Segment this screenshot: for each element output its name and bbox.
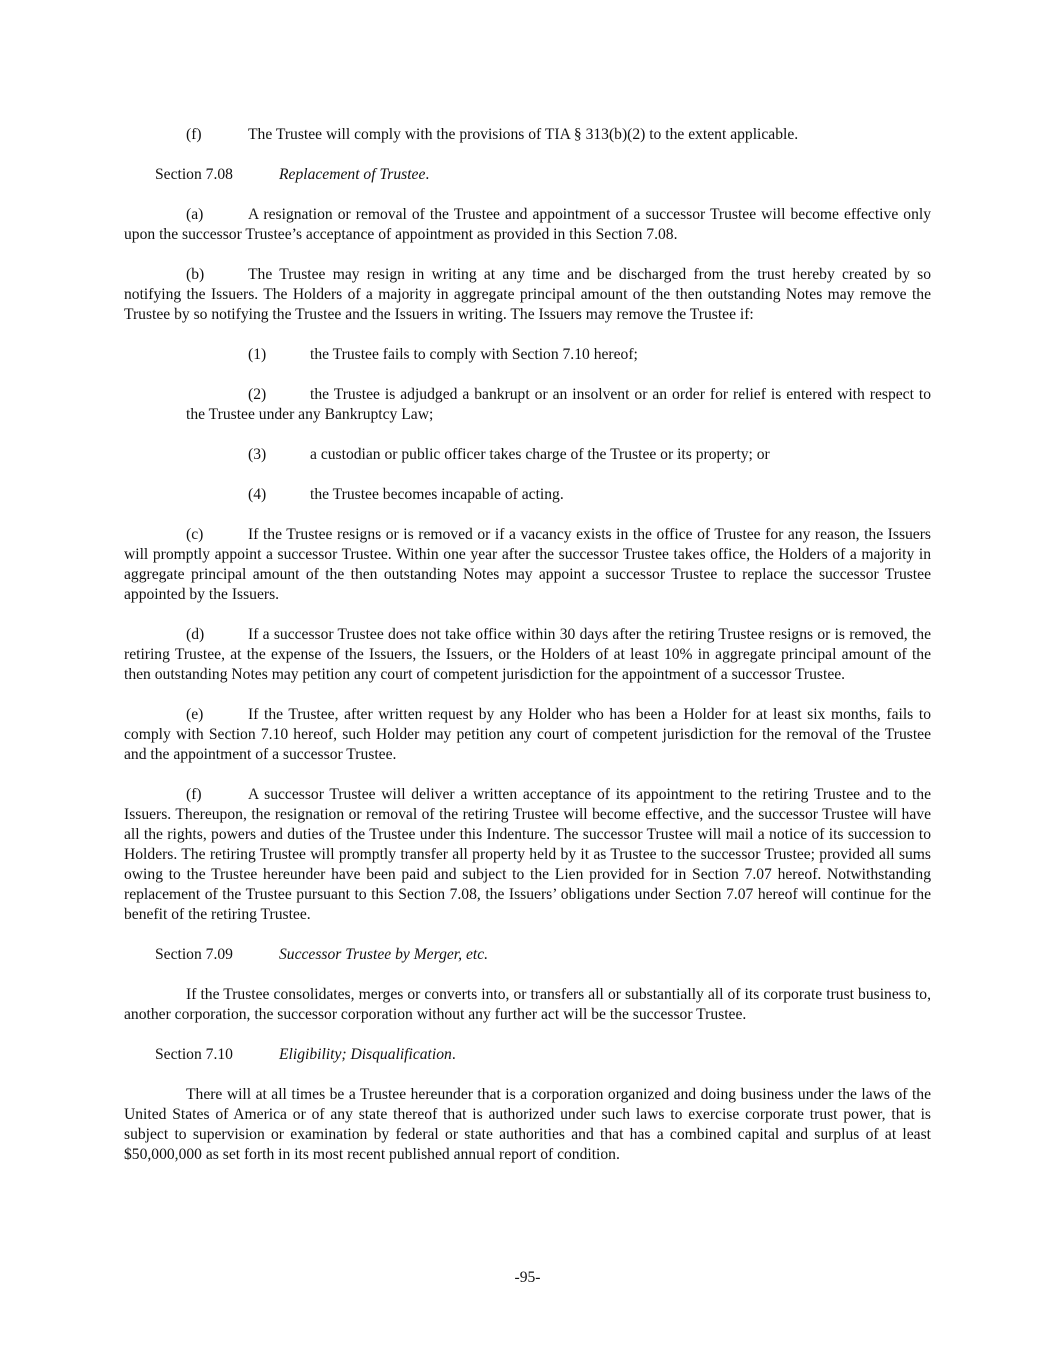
clause-text: the Trustee is adjudged a bankrupt or an insolvent or an order for relief is entered with respect to the Trustee under any Bankruptcy Law; — [186, 386, 931, 423]
clause-label: (f) — [186, 786, 202, 803]
clause-text: If the Trustee resigns or is removed or if a vacancy exists in the office of Trustee for any reason, the Issuers will promptly appoint a successor Trustee. Within one year after the successor Trustee takes office, the Holders of a majority in aggregate principal amount of the then outstanding Notes may appoint a successor Trustee to replace the successor Trustee appointed by the Issuers. — [124, 526, 931, 603]
section-heading — [124, 1045, 931, 1065]
body-paragraph — [124, 1085, 931, 1165]
clause-text: a custodian or public officer takes charge of the Trustee or its property; or — [310, 446, 770, 463]
section-number: Section 7.10 — [155, 1046, 233, 1063]
clause-label: (3) — [248, 446, 267, 463]
sub-clause — [186, 385, 931, 425]
clause-label: (1) — [248, 346, 267, 363]
clause-label: (c) — [186, 526, 204, 543]
section-title-punctuation: . — [451, 1046, 456, 1063]
paragraph-text: If the Trustee consolidates, merges or converts into, or transfers all or substantially all of its corporate trust business to, another corporation, the successor corporation without any further act will be the successor Trustee. — [124, 986, 931, 1023]
body-paragraph — [124, 985, 931, 1025]
section-title: Successor Trustee by Merger, etc. — [279, 946, 489, 963]
sub-clause — [186, 445, 931, 465]
clause-label: (e) — [186, 706, 204, 723]
section-title: Replacement of Trustee — [279, 166, 426, 183]
clause-label: (2) — [248, 386, 267, 403]
clause-paragraph — [124, 125, 931, 145]
clause-text: the Trustee becomes incapable of acting. — [310, 486, 564, 503]
section-number: Section 7.08 — [155, 166, 233, 183]
clause-paragraph — [124, 205, 931, 245]
clause-text: The Trustee may resign in writing at any time and be discharged from the trust hereby created by so notifying the Issuers. The Holders of a majority in aggregate principal amount of the then outstanding Notes may remove the Trustee by so notifying the Trustee and the Issuers in writing. The Issuers may remove the Trustee if: — [124, 266, 931, 323]
clause-text: If a successor Trustee does not take office within 30 days after the retiring Trustee resigns or is removed, the retiring Trustee, at the expense of the Issuers, the Issuers, or the Holders of at least 10% in aggregate principal amount of the then outstanding Notes may petition any court of competent jurisdiction for the appointment of a successor Trustee. — [124, 626, 931, 683]
clause-label: (4) — [248, 486, 267, 503]
document-page — [124, 125, 931, 1185]
clause-text: If the Trustee, after written request by any Holder who has been a Holder for at least six months, fails to comply with Section 7.10 hereof, such Holder may petition any court of competent jurisdiction for the removal of the Trustee and the appointment of a successor Trustee. — [124, 706, 931, 763]
clause-paragraph — [124, 525, 931, 605]
section-heading — [124, 945, 931, 965]
sub-clause — [186, 345, 931, 365]
clause-text: The Trustee will comply with the provisions of TIA § 313(b)(2) to the extent applicable. — [248, 126, 799, 143]
clause-paragraph — [124, 705, 931, 765]
section-number: Section 7.09 — [155, 946, 233, 963]
paragraph-text: There will at all times be a Trustee hereunder that is a corporation organized and doing business under the laws of the United States of America or of any state thereof that is authorized under such laws to exercise corporate trust power, that is subject to supervision or examination by federal or state authorities and that has a combined capital and surplus of at least $50,000,000 as set forth in its most recent published annual report of condition. — [124, 1086, 931, 1163]
clause-label: (a) — [186, 206, 204, 223]
clause-label: (d) — [186, 626, 205, 643]
clause-text: A successor Trustee will deliver a written acceptance of its appointment to the retiring Trustee and to the Issuers. Thereupon, the resignation or removal of the retiring Trustee will become effective, and the successor Trustee will have all the rights, powers and duties of the Trustee under this Indenture. The successor Trustee will mail a notice of its succession to Holders. The retiring Trustee will promptly transfer all property held by it as Trustee to the successor Trustee; provided all sums owing to the Trustee hereunder have been paid and subject to the Lien provided for in Section 7.07 hereof. Notwithstanding replacement of the Trustee pursuant to this Section 7.08, the Issuers’ obligations under Section 7.07 hereof will continue for the benefit of the retiring Trustee. — [124, 786, 931, 923]
clause-label: (f) — [186, 126, 202, 143]
page-number: -95- — [514, 1269, 541, 1286]
section-title: Eligibility; Disqualification — [279, 1046, 452, 1063]
section-heading — [124, 165, 931, 185]
section-title-punctuation: . — [425, 166, 430, 183]
sub-clause — [186, 485, 931, 505]
clause-text: A resignation or removal of the Trustee and appointment of a successor Trustee will become effective only upon the successor Trustee’s acceptance of appointment as provided in this Section 7.08. — [124, 206, 931, 243]
clause-paragraph — [124, 785, 931, 925]
clause-label: (b) — [186, 266, 205, 283]
clause-text: the Trustee fails to comply with Section 7.10 hereof; — [310, 346, 638, 363]
clause-paragraph — [124, 625, 931, 685]
clause-paragraph — [124, 265, 931, 325]
